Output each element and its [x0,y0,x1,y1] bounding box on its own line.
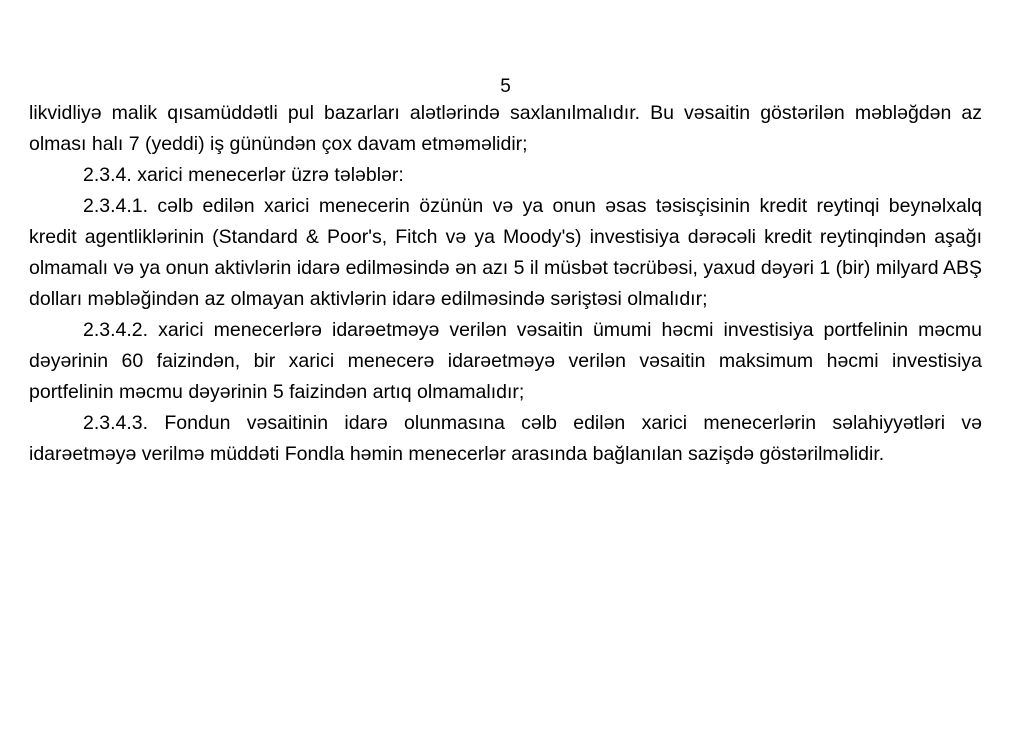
paragraph-2-3-4-3: 2.3.4.3. Fondun vəsaitinin idarə olunmasına cəlb edilən xarici menecerlərin səlahiyyətləri və idarəetməyə verilmə müddəti Fondla həmin menecerlər arasında bağlanılan sazişdə göstərilməlidir. [29,412,982,465]
paragraph-2-3-4-1: 2.3.4.1. cəlb edilən xarici menecerin özünün və ya onun əsas təsisçisinin kredit reytinqi beynəlxalq kredit agentliklərinin (Standard & Poor's, Fitch və ya Moody's) investisiya dərəcəli kredit reytinqindən aşağı olmamalı və ya onun aktivlərin idarə edilməsində ən azı 5 il müsbət təcrübəsi, yaxud dəyəri 1 (bir) milyard ABŞ dolları məbləğindən az olmayan aktivlərin idarə edilməsində səriştəsi olmalıdır; [29,195,982,310]
paragraph-continuation: likvidliyə malik qısamüddətli pul bazarları alətlərində saxlanılmalıdır. Bu vəsaitin göstərilən məbləğdən az olması halı 7 (yeddi) iş günündən çox davam etməməlidir; [29,102,982,155]
paragraph-2-3-4: 2.3.4. xarici menecerlər üzrə tələblər: [83,164,404,186]
document-page [0,76,1011,749]
page-number: 5 [500,76,511,97]
document-body [0,98,1011,470]
paragraph-2-3-4-2: 2.3.4.2. xarici menecerlərə idarəetməyə verilən vəsaitin ümumi həcmi investisiya portfelinin məcmu dəyərinin 60 faizindən, bir xarici menecerə idarəetməyə verilən vəsaitin maksimum həcmi investisiya portfelinin məcmu dəyərinin 5 faizindən artıq olmamalıdır; [29,319,982,403]
